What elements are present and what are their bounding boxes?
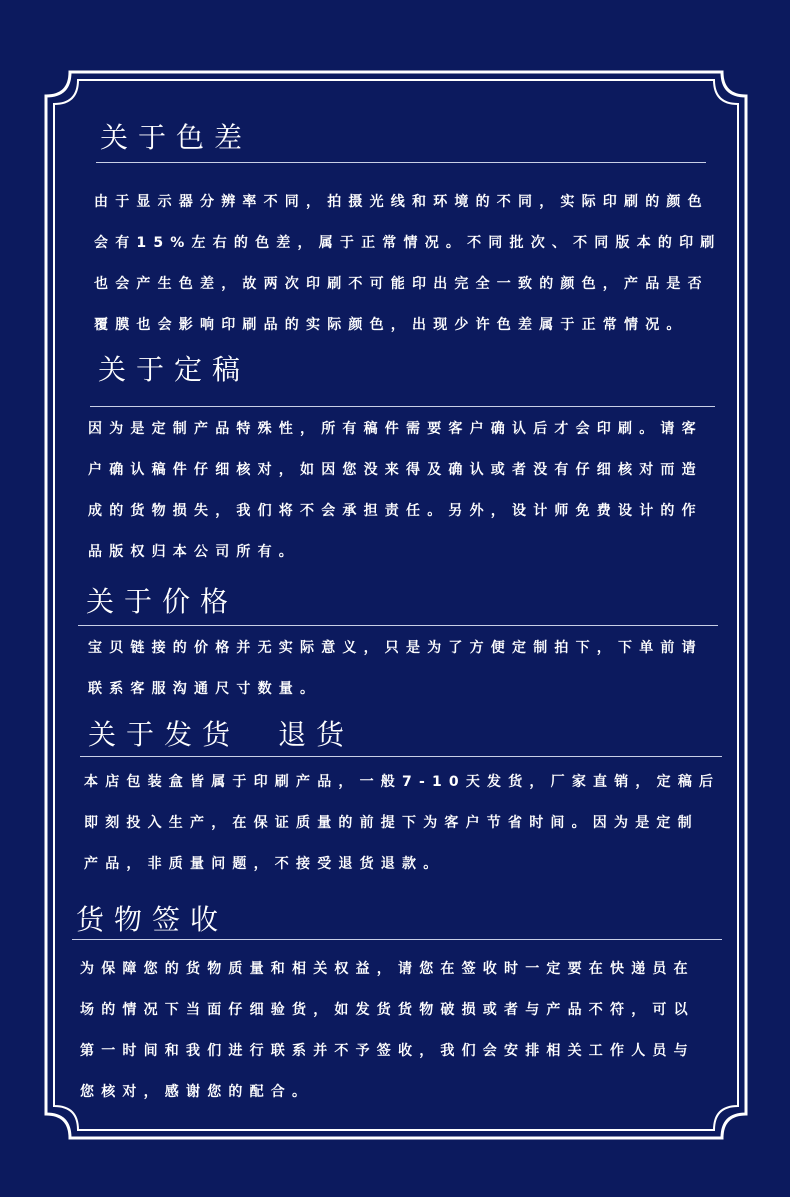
paragraph-line: 因为是定制产品特殊性，所有稿件需要客户确认后才会印刷。请客	[88, 421, 703, 437]
paragraph-line: 品版权归本公司所有。	[88, 544, 300, 560]
section-heading: 关于色差	[100, 121, 253, 154]
paragraph-line: 为保障您的货物质量和相关权益，请您在签收时一定要在快递员在	[80, 961, 695, 977]
heading-divider	[96, 162, 706, 163]
paragraph-line: 户确认稿件仔细核对，如因您没来得及确认或者没有仔细核对而造	[88, 462, 703, 478]
heading-divider	[78, 625, 718, 626]
section-heading: 关于定稿	[98, 353, 251, 386]
paragraph-line: 成的货物损失，我们将不会承担责任。另外，设计师免费设计的作	[88, 503, 703, 519]
heading-divider	[90, 406, 715, 407]
paragraph-line: 覆膜也会影响印刷品的实际颜色，出现少许色差属于正常情况。	[94, 317, 688, 333]
paragraph-line: 产品，非质量问题，不接受退货退款。	[84, 856, 445, 872]
paragraph-line: 即刻投入生产，在保证质量的前提下为客户节省时间。因为是定制	[84, 815, 699, 831]
paragraph-line: 会有15%左右的色差，属于正常情况。不同批次、不同版本的印刷	[94, 235, 722, 251]
paragraph-line: 第一时间和我们进行联系并不予签收，我们会安排相关工作人员与	[80, 1043, 695, 1059]
section-heading: 货物签收	[76, 903, 229, 936]
paragraph-line: 也会产生色差，故两次印刷不可能印出完全一致的颜色，产品是否	[94, 276, 709, 292]
section-heading: 关于价格	[86, 585, 239, 618]
paragraph-line: 您核对，感谢您的配合。	[80, 1084, 314, 1100]
paragraph-line: 场的情况下当面仔细验货，如发货货物破损或者与产品不符，可以	[80, 1002, 695, 1018]
paragraph-line: 联系客服沟通尺寸数量。	[88, 681, 322, 697]
paragraph-line: 宝贝链接的价格并无实际意义，只是为了方便定制拍下，下单前请	[88, 640, 703, 656]
paragraph-line: 本店包装盒皆属于印刷产品，一般7-10天发货，厂家直销，定稿后	[84, 774, 721, 790]
heading-divider	[80, 756, 722, 757]
heading-divider	[72, 939, 722, 940]
section-heading: 关于发货 退货	[88, 718, 355, 751]
paragraph-line: 由于显示器分辨率不同，拍摄光线和环境的不同，实际印刷的颜色	[94, 194, 709, 210]
